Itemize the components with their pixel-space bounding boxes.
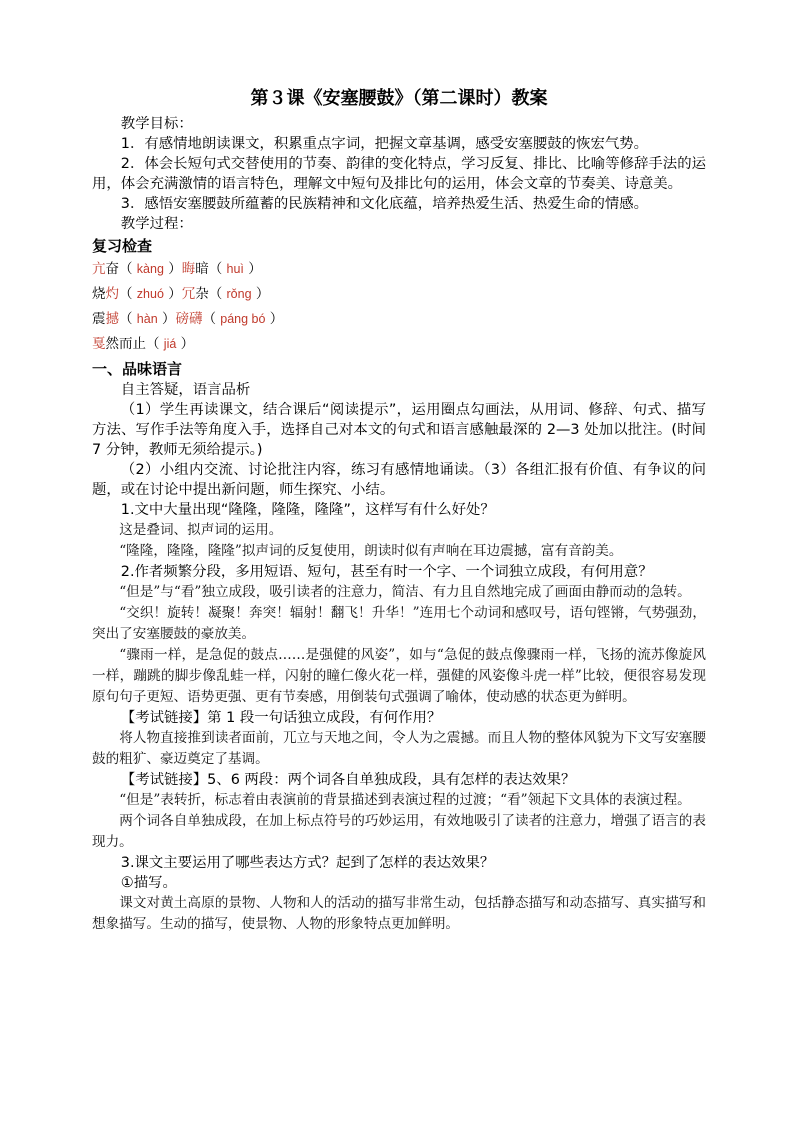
exam-link-1: 【考试链接】第 1 段一句话独立成段，有何作用？ — [120, 710, 442, 726]
review-heading: 复习检查 — [92, 237, 153, 255]
review-word-text: （ — [119, 286, 133, 302]
question-2: 2.作者频繁分段，多用短语、短句，甚至有时一个字、一个词独立成段，有何用意？ — [120, 564, 653, 580]
goals-label: 教学目标： — [120, 116, 193, 132]
sub-point: ①描写。 — [120, 875, 177, 891]
question-1: 1.文中大量出现“隆隆，隆隆，隆隆”，这样写有什么好处？ — [120, 502, 495, 518]
review-word-char: 戛 — [92, 336, 106, 352]
review-word-text: 杂（ — [195, 286, 223, 302]
review-row-1 — [92, 257, 706, 282]
review-paren: ） — [255, 286, 270, 302]
goal-2: 2．体会长短句式交替使用的节奏、韵律的变化特点，学习反复、排比、比喻等修辞手法的运用，体会充满激情的语言特色，理解文中短句及排比句的运用，体会文章的节奏美、诗意美。 — [92, 156, 706, 192]
answer: 课文对黄土高原的景物、人物和人的活动的描写非常生动，包括静态描写和动态描写、真实描写和想象描写。生动的描写，使景物、人物的形象特点更加鲜明。 — [92, 895, 706, 932]
review-paren: ） — [168, 286, 182, 302]
review-paren: ） — [269, 311, 284, 327]
review-row-3 — [92, 307, 706, 332]
review-word-char: 磅礴 — [175, 311, 203, 327]
answer: 两个词各自单独成段，在加上标点符号的巧妙运用，有效地吸引了读者的注意力，增强了语言的表现力。 — [92, 813, 706, 850]
review-row-4 — [92, 332, 706, 357]
review-pinyin: zhuó — [136, 287, 164, 301]
review-word-text: 然而止（ — [105, 336, 160, 352]
goal-1: 1．有感情地朗读课文，积累重点字词，把握文章基调，感受安塞腰鼓的恢宏气势。 — [120, 136, 649, 152]
review-pinyin: hàn — [136, 312, 158, 326]
review-paren: ） — [168, 261, 182, 277]
answer: “交织！旋转！凝聚！奔突！辐射！翻飞！升华！”连用七个动词和感叹号，语句铿锵，气势强劲，突出了安塞腰鼓的豪放美。 — [92, 605, 706, 642]
paragraph: （2）小组内交流、讨论批注内容，练习有感情地诵读。（3）各组汇报有价值、有争议的问题，或在讨论中提出新问题，师生探究、小结。 — [92, 462, 706, 498]
review-word-char: 冗 — [181, 286, 196, 302]
process-label: 教学过程： — [120, 216, 193, 232]
answer: “但是”表转折，标志着由表演前的背景描述到表演过程的过渡；“看”领起下文具体的表演过程。 — [119, 792, 691, 808]
review-paren: ） — [180, 336, 195, 352]
page-title: 第３课《安塞腰鼓》（第二课时）教案 — [250, 88, 548, 109]
review-paren: ） — [248, 261, 262, 277]
answer: 这是叠词、拟声词的运用。 — [119, 522, 283, 538]
answer: “但是”与“看”独立成段，吸引读者的注意力，简洁、有力且自然地完成了画面由静而动的急转。 — [119, 584, 691, 600]
review-pinyin: kàng — [136, 262, 164, 276]
exam-link-2: 【考试链接】5、6 两段：两个词各自单独成段，具有怎样的表达效果？ — [120, 772, 576, 788]
review-pinyin: páng bó — [220, 312, 266, 326]
review-word-text: 烧 — [92, 286, 106, 302]
review-word-text: 暗（ — [195, 261, 223, 277]
review-word-char: 晦 — [181, 261, 196, 277]
question-3: 3.课文主要运用了哪些表达方式？起到了怎样的表达效果？ — [120, 855, 495, 871]
document-page — [92, 86, 706, 935]
review-pinyin: rǒng — [226, 287, 252, 301]
answer: 将人物直接推到读者面前，兀立与天地之间，令人为之震撼。而且人物的整体风貌为下文写安塞腰鼓的粗犷、豪迈奠定了基调。 — [92, 730, 706, 767]
paragraph: 自主答疑，语言品析 — [120, 382, 251, 398]
review-word-char: 灼 — [105, 286, 119, 302]
review-word-char: 撼 — [105, 311, 119, 327]
review-row-2 — [92, 282, 706, 307]
review-word-text: （ — [202, 311, 216, 327]
review-word-text: 奋（ — [105, 261, 133, 277]
review-pinyin: jiá — [163, 337, 177, 351]
section-heading: 一、品味语言 — [92, 360, 183, 378]
paragraph: （1）学生再读课文，结合课后“阅读提示”，运用圈点勾画法，从用词、修辞、句式、描写方法、写作手法等角度入手，选择自己对本文的句式和语言感触最深的 2—3 处加以批注。(时间 7 分钟，教师无须给提示。) — [92, 402, 706, 458]
review-pinyin: huì — [226, 262, 244, 276]
answer: “隆隆，隆隆，隆隆”拟声词的反复使用，朗读时似有声响在耳边震撼，富有音韵美。 — [119, 543, 623, 559]
review-word-char: 亢 — [92, 261, 106, 277]
review-word-text: 震 — [92, 311, 106, 327]
goal-3: 3．感悟安塞腰鼓所蕴蓄的民族精神和文化底蕴，培养热爱生活、热爱生命的情感。 — [120, 196, 649, 212]
review-paren: ） — [161, 311, 176, 327]
answer: “骤雨一样，是急促的鼓点……是强健的风姿”，如与“急促的鼓点像骤雨一样，飞扬的流苏像旋风一样，蹦跳的脚步像乱蛙一样，闪射的瞳仁像火花一样，强健的风姿像斗虎一样”比较，便很容易发现原句句子更短、语势更强、更有节奏感，用倒装句式强调了喻体，使动感的状态更为鲜明。 — [92, 647, 706, 705]
review-word-text: （ — [119, 311, 133, 327]
